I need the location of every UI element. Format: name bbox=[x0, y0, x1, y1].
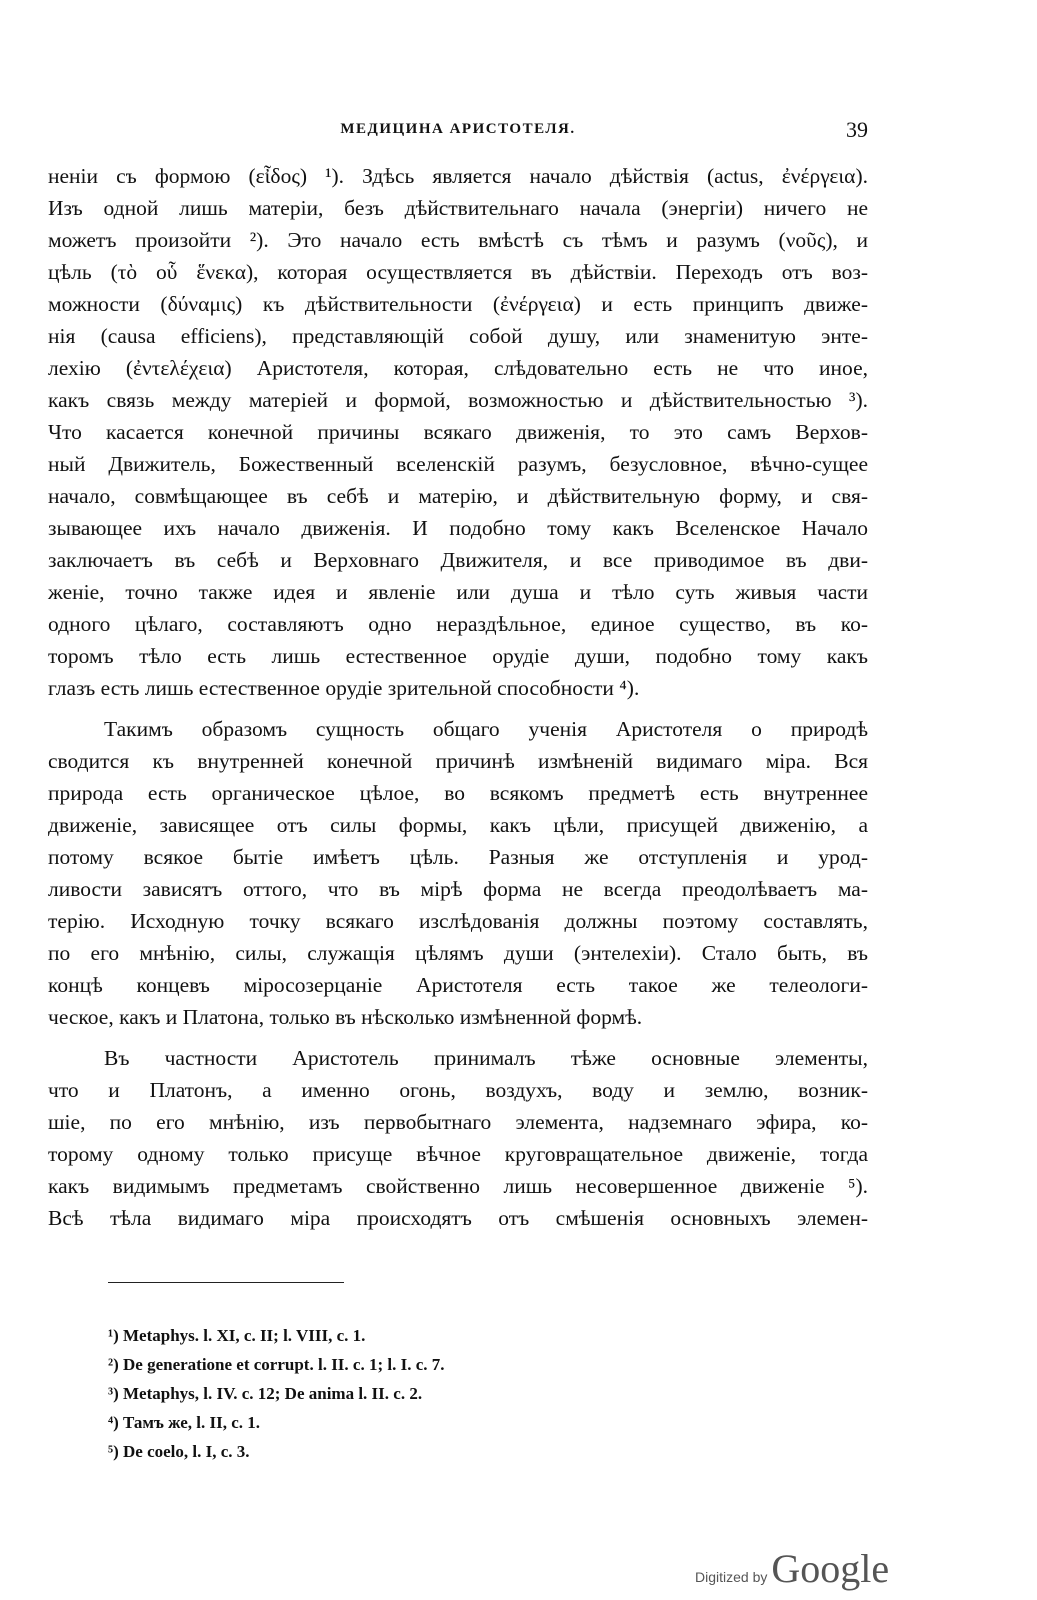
text-line: одного цѣлаго, составляютъ одно нераздѣльное, единое существо, въ ко- bbox=[48, 612, 868, 636]
footnote-divider bbox=[108, 1282, 344, 1283]
text-line: какъ связь между матеріей и формой, возможностью и дѣйствительностью ³). bbox=[48, 388, 868, 412]
footnote-1: ¹) Metaphys. l. XI, c. II; l. VIII, c. 1. bbox=[108, 1326, 366, 1345]
text-line: ливости зависятъ оттого, что въ мірѣ форма не всегда преодолѣваетъ ма- bbox=[48, 877, 868, 901]
text-line: сводится къ внутренней конечной причинѣ измѣненій видимаго міра. Вся bbox=[48, 749, 868, 773]
paragraph-1 bbox=[48, 160, 868, 704]
text-line: нія (causa efficiens), представляющій собой душу, или знаменитую энте- bbox=[48, 324, 868, 348]
book-page bbox=[48, 0, 868, 1600]
google-logo: Google bbox=[771, 1546, 890, 1591]
text-line: глазъ есть лишь естественное орудіе зрительной способности ⁴). bbox=[48, 676, 640, 700]
text-line: женіе, точно также идея и явленіе или душа и тѣло суть живыя части bbox=[48, 580, 868, 604]
footnote-2: ²) De generatione et corrupt. l. II. c. 1; l. I. c. 7. bbox=[108, 1355, 445, 1374]
body-text bbox=[48, 160, 868, 1234]
text-line: Въ частности Аристотель принималъ тѣже основные элементы, bbox=[104, 1046, 868, 1070]
text-line: Всѣ тѣла видимаго міра происходятъ отъ смѣшенія основныхъ элемен- bbox=[48, 1206, 868, 1230]
footnotes bbox=[108, 1282, 868, 1466]
text-line: можетъ произойти ²). Это начало есть вмѣстѣ съ тѣмъ и разумъ (νοῦς), и bbox=[48, 228, 868, 252]
text-line: ческое, какъ и Платона, только въ нѣсколько измѣненной формѣ. bbox=[48, 1005, 643, 1029]
text-line: Что касается конечной причины всякаго движенія, то это самъ Верхов- bbox=[48, 420, 868, 444]
text-line: потому всякое бытіе имѣетъ цѣль. Разныя же отступленія и урод- bbox=[48, 845, 868, 869]
text-line: концѣ концевъ міросозерцаніе Аристотеля есть такое же телеологи- bbox=[48, 973, 868, 997]
text-line: ный Движитель, Божественный вселенскій разумъ, безусловное, вѣчно-сущее bbox=[48, 452, 868, 476]
text-line: торому одному только присуще вѣчное круговращательное движеніе, тогда bbox=[48, 1142, 868, 1166]
text-line: шіе, по его мнѣнію, изъ первобытнаго элемента, надземнаго эфира, ко- bbox=[48, 1110, 868, 1134]
text-line: движеніе, зависящее отъ силы формы, какъ цѣли, присущей движенію, а bbox=[48, 813, 868, 837]
paragraph-2 bbox=[48, 713, 868, 1033]
text-line: терію. Исходную точку всякаго изслѣдованія должны поэтому составлять, bbox=[48, 909, 868, 933]
text-line: Такимъ образомъ сущность общаго ученія Аристотеля о природѣ bbox=[104, 717, 868, 741]
footnote-3: ³) Metaphys, l. IV. c. 12; De anima l. II. c. 2. bbox=[108, 1384, 423, 1403]
text-line: можности (δύναμις) къ дѣйствительности (ἐνέργεια) и есть принципъ движе- bbox=[48, 292, 868, 316]
running-title: МЕДИЦИНА АРИСТОТЕЛЯ. bbox=[340, 121, 576, 137]
paragraph-3 bbox=[48, 1042, 868, 1234]
text-line: по его мнѣнію, силы, служащія цѣлямъ души (энтелехіи). Стало быть, въ bbox=[48, 941, 868, 965]
digitized-watermark bbox=[695, 1545, 925, 1595]
watermark-prefix: Digitized by bbox=[695, 1569, 768, 1585]
footnote-5: ⁵) De coelo, l. I, c. 3. bbox=[108, 1442, 250, 1461]
text-line: цѣль (τὸ οὗ ἕνεκα), которая осуществляется въ дѣйствіи. Переходъ отъ воз- bbox=[48, 260, 868, 284]
text-line: начало, совмѣщающее въ себѣ и матерію, и дѣйствительную форму, и свя- bbox=[48, 484, 868, 508]
footnote-4: ⁴) Тамъ же, l. II, c. 1. bbox=[108, 1413, 261, 1432]
text-line: неніи съ формою (εἶδος) ¹). Здѣсь является начало дѣйствія (actus, ἐνέργεια). bbox=[48, 164, 868, 188]
text-line: торомъ тѣло есть лишь естественное орудіе души, подобно тому какъ bbox=[48, 644, 868, 668]
text-line: какъ видимымъ предметамъ свойственно лишь несовершенное движеніе ⁵). bbox=[48, 1174, 868, 1198]
text-line: природа есть органическое цѣлое, во всякомъ предметѣ есть внутреннее bbox=[48, 781, 868, 805]
text-line: что и Платонъ, а именно огонь, воздухъ, воду и землю, возник- bbox=[48, 1078, 868, 1102]
page-number: 39 bbox=[846, 117, 868, 142]
text-line: Изъ одной лишь матеріи, безъ дѣйствительнаго начала (энергіи) ничего не bbox=[48, 196, 868, 220]
text-line: заключаетъ въ себѣ и Верховнаго Движителя, и все приводимое въ дви- bbox=[48, 548, 868, 572]
text-line: лехію (ἐντελέχεια) Аристотеля, которая, слѣдовательно есть не что иное, bbox=[48, 356, 868, 380]
text-line: зывающее ихъ начало движенія. И подобно тому какъ Вселенское Начало bbox=[48, 516, 868, 540]
running-head bbox=[48, 117, 868, 143]
